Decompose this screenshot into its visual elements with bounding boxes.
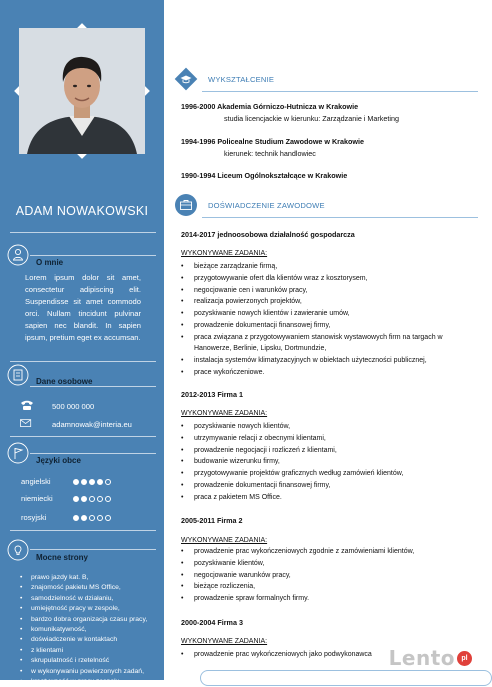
list-item: • umiejętność pracy w zespole, bbox=[31, 604, 159, 614]
email-row bbox=[20, 419, 132, 430]
languages-heading: Języki obce bbox=[36, 456, 81, 465]
level-dot bbox=[89, 479, 95, 485]
sidebar bbox=[0, 0, 164, 686]
watermark-badge: pl bbox=[457, 651, 472, 666]
list-item: • realizacja powierzonych projektów, bbox=[194, 296, 476, 308]
level-dot bbox=[81, 515, 87, 521]
briefcase-icon bbox=[174, 193, 198, 217]
list-item: • doświadczenie w kontaktach bbox=[31, 635, 159, 645]
list-item: • prawo jazdy kat. B, bbox=[31, 573, 159, 583]
experience-heading: DOŚWIADCZENIE ZAWODOWE bbox=[208, 201, 325, 210]
list-item: • negocjowanie warunków pracy, bbox=[194, 570, 476, 582]
strengths-list bbox=[31, 573, 159, 687]
education-heading: WYKSZTAŁCENIE bbox=[208, 75, 275, 84]
person-icon bbox=[7, 244, 29, 266]
list-item: • prowadzenie dokumentacji finansowej firmy, bbox=[194, 480, 476, 492]
list-item: • instalacja systemów klimatyzacyjnych w obiektach użyteczności publicznej, bbox=[194, 355, 476, 367]
list-item: • prace wykończeniowe. bbox=[194, 367, 476, 379]
level-dot bbox=[105, 496, 111, 502]
list-item: • prowadzenie negocjacji i rozliczeń z klientami, bbox=[194, 445, 476, 457]
job-task-list bbox=[194, 546, 476, 605]
list-item: • prowadzenie spraw formalnych firmy. bbox=[194, 593, 476, 605]
decorative-border bbox=[200, 670, 492, 686]
language-level bbox=[73, 479, 111, 485]
list-item: • kreatywność w pracy zespołu bbox=[31, 677, 159, 687]
list-item: • samodzielność w działaniu, bbox=[31, 594, 159, 604]
flag-icon bbox=[7, 442, 29, 464]
level-dot bbox=[73, 515, 79, 521]
list-item: • skrupulatność i rzetelność bbox=[31, 656, 159, 666]
list-item: • przygotowywanie projektów graficznych według zamówień klientów, bbox=[194, 468, 476, 480]
list-item: • z klientami bbox=[31, 646, 159, 656]
watermark-logo: Lento bbox=[388, 646, 455, 670]
profile-photo bbox=[22, 31, 142, 151]
list-item: • praca z pakietem MS Office. bbox=[194, 492, 476, 504]
list-item: • praca związana z przygotowywaniem stanowisk wystawowych firm na targach w Hanowerze, Berlinie, Lipsku, Dortmundzie, bbox=[194, 332, 476, 356]
watermark bbox=[389, 646, 472, 670]
personal-heading: Dane osobowe bbox=[36, 377, 93, 386]
about-text: Lorem ipsum dolor sit amet, consectetur adipiscing elit. Suspendisse sit amet commodo orci. Nullam tincidunt pulvinar sapien nec blandit. In sapien ipsum, pretium eget ex accumsan. bbox=[25, 273, 141, 342]
language-row: angielski bbox=[21, 477, 141, 486]
job-task-list bbox=[194, 421, 476, 503]
level-dot bbox=[81, 479, 87, 485]
mail-icon bbox=[20, 419, 34, 430]
list-item: • bardzo dobra organizacja czasu pracy, bbox=[31, 615, 159, 625]
list-item: • komunikatywność, bbox=[31, 625, 159, 635]
phone-row bbox=[20, 400, 94, 412]
level-dot bbox=[89, 515, 95, 521]
list-item: • prowadzenie prac wykończeniowych zgodnie z zamówieniami klientów, bbox=[194, 546, 476, 558]
list-item: • pozyskiwanie klientów, bbox=[194, 558, 476, 570]
language-level bbox=[73, 496, 111, 502]
graduation-cap-icon bbox=[174, 67, 198, 91]
level-dot bbox=[105, 515, 111, 521]
level-dot bbox=[73, 479, 79, 485]
list-item: • negocjowanie cen i warunków pracy, bbox=[194, 285, 476, 297]
level-dot bbox=[73, 496, 79, 502]
list-item: • prowadzenie dokumentacji finansowej firmy, bbox=[194, 320, 476, 332]
strengths-heading: Mocne strony bbox=[36, 553, 89, 562]
list-item: • znajomość pakietu MS Office, bbox=[31, 583, 159, 593]
main-content: WYKSZTAŁCENIE 1996-2000 Akademia Górniczo-Hutnicza w Krakowie studia licencjackie w kierunku: Zarządzanie i Marketing 1994-1996 Policealne Studium Zawodowe w Krakowie kierunek: technik handlowiec 1990-1994 Liceum Ogólnokształcące w Krakowie DOŚWIADCZENIE ZAWODOWE 2014-2017 jednoosobowa działalność gospodarcza WYKONYWANE ZADANIA: • bieżące zarządzanie firmą, • przygotowywanie ofert dla klientów wraz z kosztorysem, • negocjowanie cen i warunków pracy, • realizacja powierzonych projektów, • pozyskiwanie nowych klientów i zawieranie umów, • prowadzenie dokumentacji finansowej firmy, • praca związana z przygotowywaniem stanowisk wystawowych firm na targach w Hanowerze, Berlinie, Lipsku, Dortmundzie, • instalacja systemów klimatyzacyjnych w obiektach użyteczności publicznej, • prace wykończeniowe. 2012-2013 Firma 1 WYKONYWANE ZADANIA: • pozyskiwanie nowych klientów, • utrzymywanie relacji z obecnymi klientami, • prowadzenie negocjacji i rozliczeń z klientami, • budowanie wizerunku firmy, • przygotowywanie projektów graficznych według zamówień klientów, • prowadzenie dokumentacji finansowej firmy, • praca z pakietem MS Office. 2005-2011 Firma 2 WYKONYWANE ZADANIA: • prowadzenie prac wykończeniowych zgodnie z zamówieniami klientów, • pozyskiwanie klientów, • negocjowanie warunków pracy, • bieżące rozliczenia, • prowadzenie spraw formalnych firmy. 2000-2004 Firma 3 WYKONYWANE ZADANIA: • prowadzenie prac wykończeniowych jako podwykonawca bbox=[164, 0, 480, 680]
language-level bbox=[73, 515, 111, 521]
about-heading: O mnie bbox=[36, 258, 64, 267]
level-dot bbox=[81, 496, 87, 502]
list-item: • w wykonywaniu powierzonych zadań, bbox=[31, 667, 159, 677]
language-row: niemiecki bbox=[21, 494, 141, 503]
lightbulb-icon bbox=[7, 539, 29, 561]
level-dot bbox=[89, 496, 95, 502]
level-dot bbox=[97, 496, 103, 502]
language-row: rosyjski bbox=[21, 513, 141, 522]
id-card-icon bbox=[7, 364, 29, 386]
phone-icon bbox=[20, 400, 34, 412]
list-item: • pozyskiwanie nowych klientów i zawieranie umów, bbox=[194, 308, 476, 320]
list-item: • bieżące zarządzanie firmą, bbox=[194, 261, 476, 273]
candidate-name: ADAM NOWAKOWSKI bbox=[15, 204, 149, 218]
level-dot bbox=[105, 479, 111, 485]
divider bbox=[10, 232, 156, 233]
list-item: • bieżące rozliczenia, bbox=[194, 581, 476, 593]
level-dot bbox=[97, 515, 103, 521]
portrait-image bbox=[19, 28, 145, 154]
list-item: • pozyskiwanie nowych klientów, bbox=[194, 421, 476, 433]
email-address: adamnowak@interia.eu bbox=[52, 420, 132, 429]
job-task-list bbox=[194, 261, 476, 379]
list-item: • prowadzenie prac wykończeniowych jako podwykonawca bbox=[194, 649, 476, 661]
list-item: • budowanie wizerunku firmy, bbox=[194, 456, 476, 468]
list-item: • przygotowywanie ofert dla klientów wraz z kosztorysem, bbox=[194, 273, 476, 285]
level-dot bbox=[97, 479, 103, 485]
phone-number: 500 000 000 bbox=[52, 401, 95, 411]
list-item: • utrzymywanie relacji z obecnymi klientami, bbox=[194, 433, 476, 445]
